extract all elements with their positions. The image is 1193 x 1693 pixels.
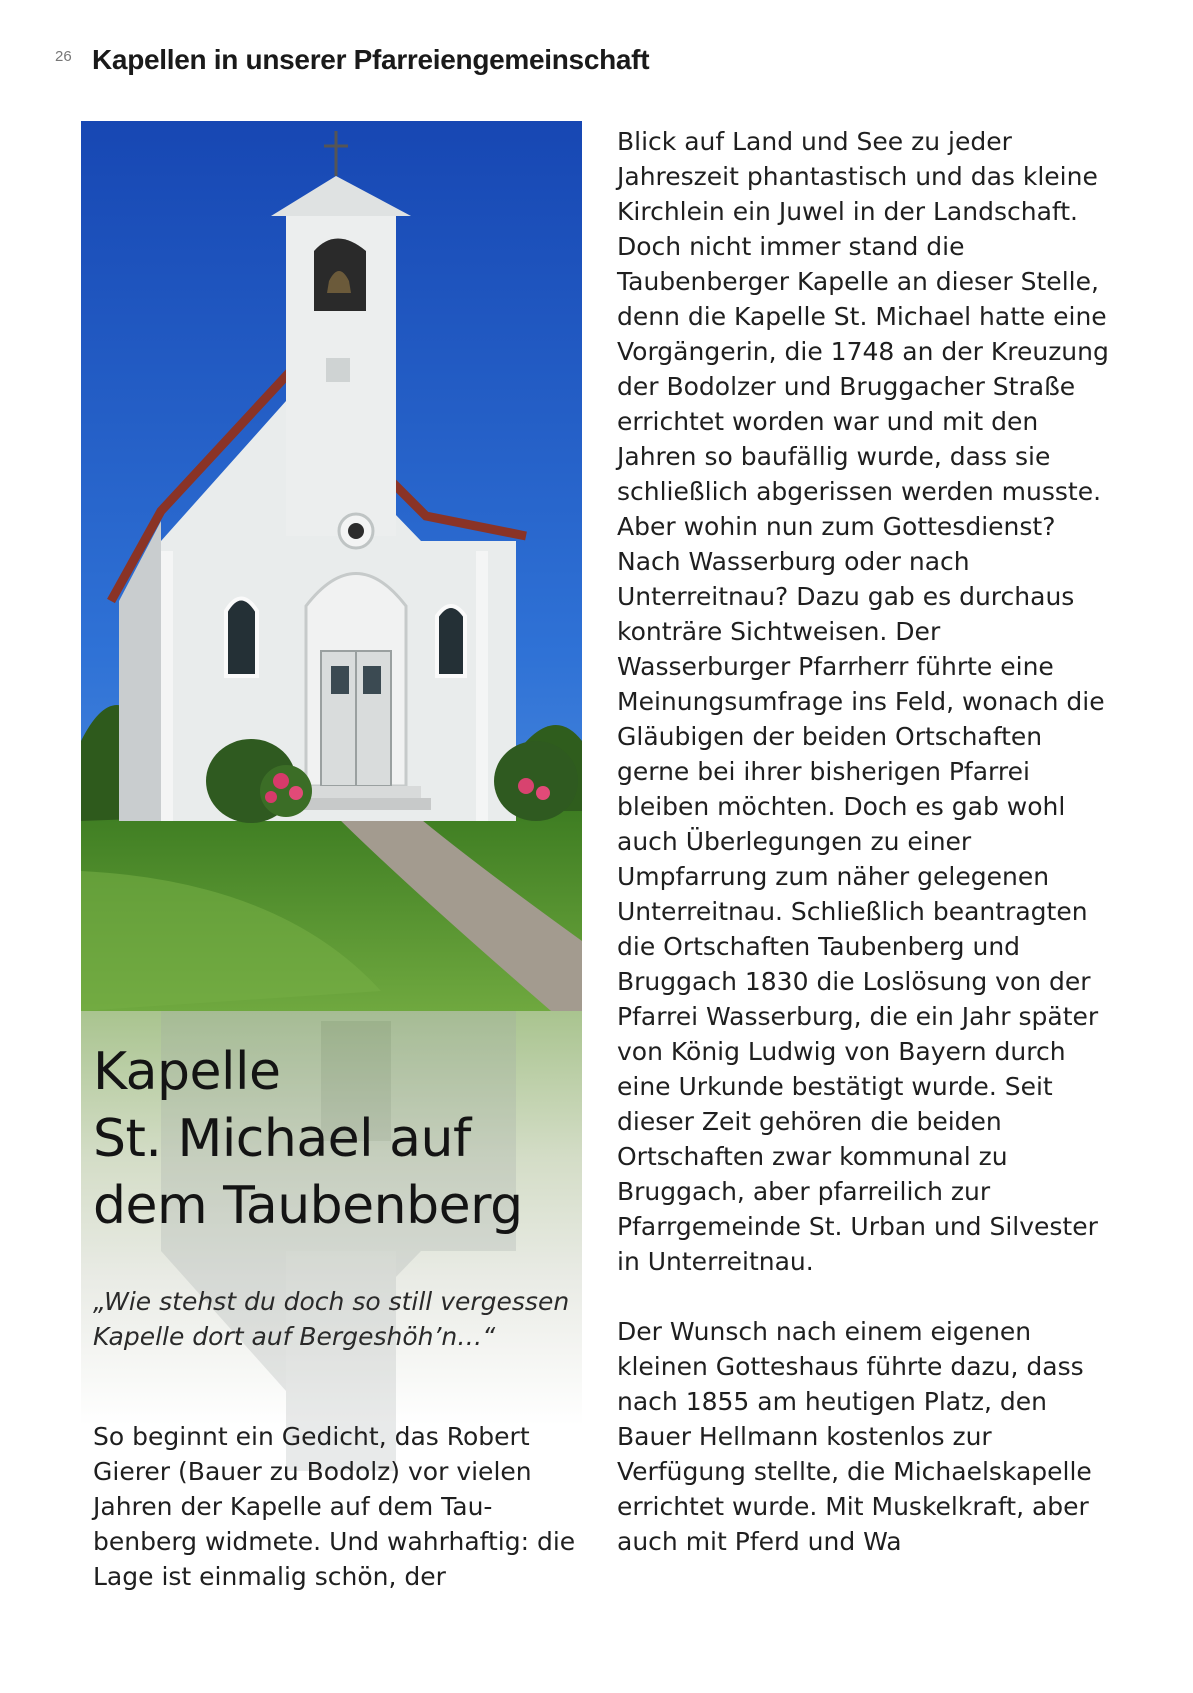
page-title: Kapellen in unserer Pfarreiengemeinschaft: [92, 44, 650, 75]
body-paragraph: Blick auf Land und See zu jeder Jahreszeit phantastisch und das kleine Kirchlein ein Juwel in der Landschaft. Doch nicht immer stand die Taubenberger Kapelle an dieser Stelle, denn die Kapelle St. Michael hatte eine Vorgängerin, die 1748 an der Kreuzung der Bodolzer und Bruggacher Straße errichtet worden war und mit den Jahren so baufällig wurde, dass sie schließlich abgerissen werden musste. Aber wohin nun zum Gottesdienst? Nach Wasserburg oder nach Unterreitnau? Dazu gab es durchaus konträre Sichtweisen. Der Wasserburger Pfarrherr führte eine Meinungsumfrage ins Feld, wonach die Gläubigen der beiden Ortschaften gerne bei ihrer bisherigen Pfarrei bleiben möchten. Doch es gab wohl auch Überlegungen zu einer Umpfarrung zum näher gelegenen Unterreitnau. Schließlich beantragten die Ortschaften Taubenberg und Bruggach 1830 die Loslösung von der Pfarrei Wasserburg, die ein Jahr später von König Ludwig von Bayern durch eine Urkunde bestätigt wurde. Seit dieser Zeit gehören die beiden Ortschaften zwar kommunal zu Bruggach, aber pfarreilich zur Pfarrgemeinde St. Urban und Silvester in Unterreitnau.: [617, 127, 1109, 1276]
article-title-line: Kapelle: [93, 1042, 281, 1102]
page-number: 26: [55, 48, 72, 65]
article-title-line: St. Michael auf: [93, 1109, 471, 1169]
body-paragraph: Der Wunsch nach einem eigenen kleinen Gotteshaus führte dazu, dass nach 1855 am heutigen Platz, den Bauer Hellmann kostenlos zur Verfügung stellte, die Michaelskapelle errichtet wurde. Mit Muskelkraft, aber auch mit Pferd und Wa: [617, 1317, 1092, 1556]
intro-paragraph: So beginnt ein Gedicht, das Robert Gierer (Bauer zu Bodolz) vor vielen Jahren der Kapelle auf dem Taubenberg widmete. Und wahrhaftig: die Lage ist einmalig schön, der: [93, 1422, 576, 1591]
article-title-line: dem Taubenberg: [93, 1176, 523, 1236]
poem-quote: „Wie stehst du doch so still vergessen Kapelle dort auf Bergeshöh’n…“: [93, 1287, 570, 1351]
left-column: [81, 121, 582, 1603]
article-title: [93, 1039, 582, 1240]
chapel-photo: [81, 121, 582, 1011]
right-column: [617, 124, 1117, 1559]
